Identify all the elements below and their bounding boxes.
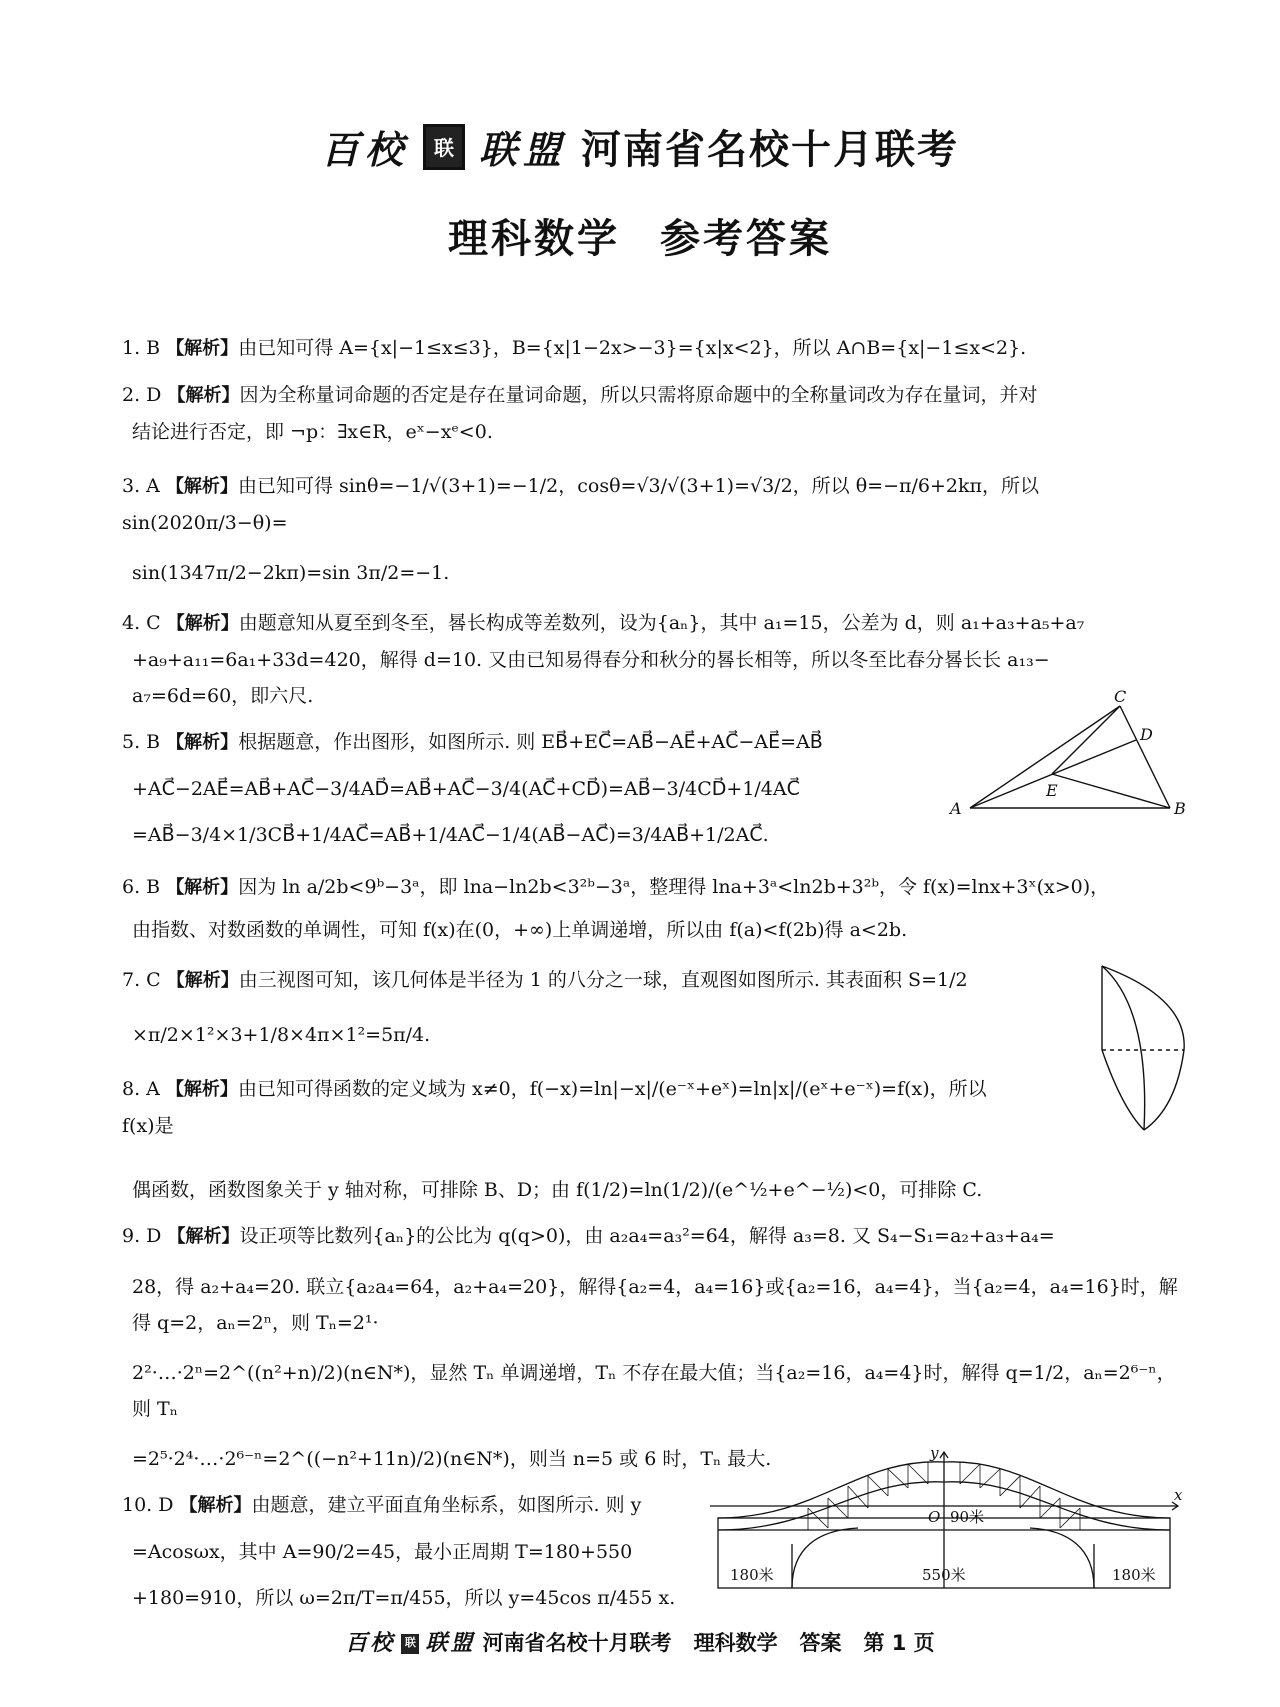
eighth-sphere-figure xyxy=(1092,958,1192,1138)
answer-item-7 xyxy=(122,962,982,1053)
answer-text: =Acosωx，其中 A=90/2=45，最小正周期 T=180+550 xyxy=(132,1541,633,1563)
subtitle-subject: 理科数学 xyxy=(448,216,620,262)
footer-exam: 河南省名校十月联考 xyxy=(482,1631,672,1655)
answer-text: +180=910，所以 ω=2π/T=π/455，所以 y=45cos π/455 x. xyxy=(132,1587,676,1609)
answer-text: 由题意，建立平面直角坐标系，如图所示. 则 y xyxy=(251,1494,642,1516)
answer-item-1 xyxy=(122,330,1192,367)
brand-right: 联盟 xyxy=(479,127,568,172)
left-span-label: 180米 xyxy=(730,1566,774,1584)
footer-brand-2: 联盟 xyxy=(425,1630,476,1656)
x-axis-label: x xyxy=(1174,1486,1183,1504)
mid-span-label: 550米 xyxy=(922,1566,966,1584)
footer-brand: 百校 xyxy=(345,1630,396,1656)
answer-text: 结论进行否定，即 ¬p：∃x∈R，eˣ−xᵉ<0. xyxy=(132,421,493,443)
header xyxy=(0,118,1280,264)
segment-ec xyxy=(1052,706,1120,774)
answer-text: a₇=6d=60，即六尺. xyxy=(132,685,314,707)
answer-item-8 xyxy=(122,1071,1002,1208)
answer-text: +a₉+a₁₁=6a₁+33d=420，解得 d=10. 又由已知易得春分和秋分的晷长相等，所以冬至比春分晷长长 a₁₃− xyxy=(132,649,1050,671)
label-e: E xyxy=(1046,781,1058,800)
answer-item-2 xyxy=(122,377,1192,450)
answer-text: 由已知可得 sinθ=−1/√(3+1)=−1/2，cosθ=√3/√(3+1)=√3/2，所以 θ=−π/6+2kπ，所以 sin(2020π/3−θ)= xyxy=(122,475,1039,534)
answer-text: 根据题意，作出图形，如图所示. 则 EB⃗+EC⃗=AB⃗−AE⃗+AC⃗−AE⃗=AB⃗ xyxy=(238,731,823,753)
answer-item-3 xyxy=(122,468,1192,591)
edge-ac xyxy=(970,706,1120,808)
answer-text: 由三视图可知，该几何体是半径为 1 的八分之一球，直观图如图所示. 其表面积 S=1/2 xyxy=(238,969,968,991)
analysis-tag: 【解析】 xyxy=(166,877,239,898)
answer-number: 6. B xyxy=(122,876,161,898)
subtitle-type: 参考答案 xyxy=(660,216,832,262)
top-height-label: 90米 xyxy=(950,1508,985,1526)
answer-number: 3. A xyxy=(122,475,160,497)
answer-text: 由已知可得函数的定义域为 x≠0，f(−x)=ln|−x|/(e⁻ˣ+eˣ)=ln|x|/(eˣ+e⁻ˣ)=f(x)，所以 f(x)是 xyxy=(122,1078,987,1137)
answer-item-9 xyxy=(122,1218,1192,1477)
label-c: C xyxy=(1114,690,1127,706)
answer-text: 由题意知从夏至到冬至，晷长构成等差数列，设为{aₙ}，其中 a₁=15，公差为 d，则 a₁+a₃+a₅+a₇ xyxy=(238,612,1085,634)
sphere-outline xyxy=(1102,966,1184,1130)
answer-item-10 xyxy=(122,1487,682,1616)
answer-number: 7. C xyxy=(122,969,161,991)
label-d: D xyxy=(1140,725,1153,744)
answer-text: 28，得 a₂+a₄=20. 联立{a₂a₄=64，a₂+a₄=20}，解得{a₂=4，a₄=16}或{a₂=16，a₄=4}，当{a₂=4，a₄=16}时，解得 q=2，aₙ=2ⁿ，则 Tₙ=2¹· xyxy=(132,1276,1178,1334)
sphere-middle-arc xyxy=(1102,966,1145,1130)
page-title: 河南省名校十月联考 xyxy=(581,127,960,173)
footer-page-number: 第 1 页 xyxy=(863,1631,935,1655)
answer-text: 因为 ln a/2b<9ᵇ−3ᵃ，即 lna−ln2b<3²ᵇ−3ᵃ，整理得 lna+3ᵃ<ln2b+3²ᵇ，令 f(x)=lnx+3ˣ(x>0)， xyxy=(238,876,1110,898)
bridge-figure xyxy=(708,1448,1188,1598)
answer-text: 偶函数，函数图象关于 y 轴对称，可排除 B、D；由 f(1/2)=ln(1/2)/(e^½+e^−½)<0，可排除 C. xyxy=(132,1179,983,1201)
title-row xyxy=(0,118,1280,175)
answer-number: 1. B xyxy=(122,337,161,359)
answer-list xyxy=(122,330,1192,1626)
analysis-tag: 【解析】 xyxy=(166,970,239,991)
analysis-tag: 【解析】 xyxy=(179,1495,252,1516)
brand-seal-logo: 联 xyxy=(423,124,465,170)
answer-text: =AB⃗−3/4×1/3CB⃗+1/4AC⃗=AB⃗+1/4AC⃗−1/4(AB⃗−AC⃗)=3/4AB⃗+1/2AC⃗. xyxy=(132,824,769,846)
answer-text: sin(1347π/2−2kπ)=sin 3π/2=−1. xyxy=(132,562,450,584)
answer-number: 9. D xyxy=(122,1225,162,1247)
footer-seal-logo: 联 xyxy=(401,1634,419,1654)
answer-text: 因为全称量词命题的否定是存在量词命题，所以只需将原命题中的全称量词改为存在量词，并对 xyxy=(239,384,1038,406)
answer-text: 由指数、对数函数的单调性，可知 f(x)在(0，+∞)上单调递增，所以由 f(a)<f(2b)得 a<2b. xyxy=(132,919,908,941)
answer-number: 2. D xyxy=(122,384,162,406)
answer-item-5 xyxy=(122,724,942,853)
page-footer xyxy=(0,1626,1280,1657)
segment-eb xyxy=(1052,774,1170,808)
answer-text: =2⁵·2⁴·…·2⁶⁻ⁿ=2^((−n²+11n)/2)(n∈N*)，则当 n=5 或 6 时，Tₙ 最大. xyxy=(132,1448,772,1470)
answer-text: +AC⃗−2AE⃗=AB⃗+AC⃗−3/4AD⃗=AB⃗+AC⃗−3/4(AC⃗+CD⃗)=AB⃗−3/4CD⃗+1/4AC⃗ xyxy=(132,778,800,800)
answer-item-6 xyxy=(122,869,1192,948)
answer-number: 10. D xyxy=(122,1494,174,1516)
label-b: B xyxy=(1174,799,1186,818)
answer-text: 设正项等比数列{aₙ}的公比为 q(q>0)，由 a₂a₄=a₃²=64，解得 a₃=8. 又 S₄−S₁=a₂+a₃+a₄= xyxy=(239,1225,1055,1247)
analysis-tag: 【解析】 xyxy=(167,1226,240,1247)
analysis-tag: 【解析】 xyxy=(166,338,239,359)
edge-cb xyxy=(1120,706,1170,808)
analysis-tag: 【解析】 xyxy=(167,385,240,406)
analysis-tag: 【解析】 xyxy=(166,613,239,634)
footer-kind: 答案 xyxy=(799,1631,842,1655)
answer-number: 4. C xyxy=(122,612,161,634)
page-subtitle xyxy=(0,207,1280,264)
analysis-tag: 【解析】 xyxy=(165,1079,238,1100)
brand-left: 百校 xyxy=(320,127,409,172)
answer-number: 5. B xyxy=(122,731,161,753)
y-axis-label: y xyxy=(930,1448,939,1462)
footer-subject: 理科数学 xyxy=(693,1631,778,1655)
origin-label: O xyxy=(928,1508,941,1526)
answer-number: 8. A xyxy=(122,1078,160,1100)
sphere-lower-arc xyxy=(1102,1050,1144,1130)
right-span-label: 180米 xyxy=(1112,1566,1156,1584)
analysis-tag: 【解析】 xyxy=(165,476,238,497)
answer-text: 2²·…·2ⁿ=2^((n²+n)/2)(n∈N*)，显然 Tₙ 单调递增，Tₙ 不存在最大值；当{a₂=16，a₄=4}时，解得 q=1/2，aₙ=2⁶⁻ⁿ，则 Tₙ xyxy=(132,1362,1176,1420)
label-a: A xyxy=(950,799,962,818)
answer-text: 由已知可得 A={x|−1≤x≤3}，B={x|1−2x>−3}={x|x<2}，所以 A∩B={x|−1≤x<2}. xyxy=(238,337,1027,359)
answer-text: ×π/2×1²×3+1/8×4π×1²=5π/4. xyxy=(132,1024,431,1046)
analysis-tag: 【解析】 xyxy=(166,732,239,753)
triangle-figure xyxy=(948,690,1188,830)
